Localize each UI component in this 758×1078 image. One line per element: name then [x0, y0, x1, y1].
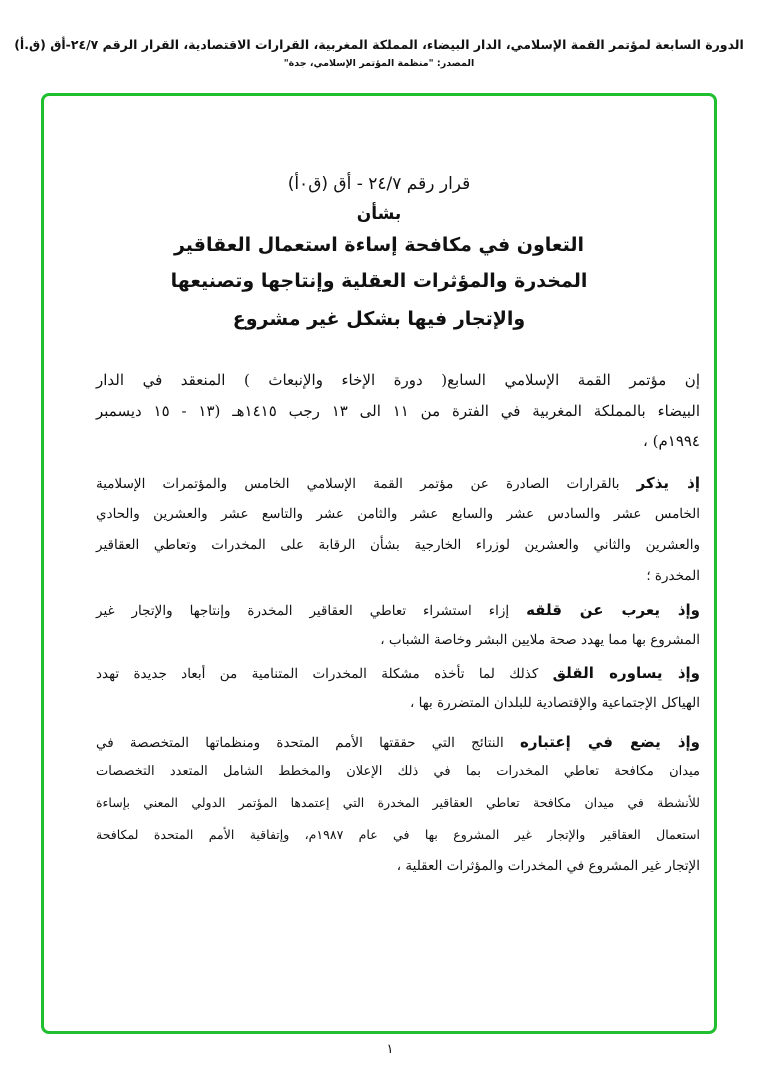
paragraph-line: للأنشطة في ميدان مكافحة تعاطي العقاقير المخدرة التي إعتمدها المؤتمر الدولي المعني بإساءة	[96, 795, 700, 810]
page-number: ١	[386, 1042, 394, 1057]
paragraph-lead: وإذ يساوره القلق	[552, 664, 700, 682]
paragraph-line: ١٩٩٤م) ،	[643, 432, 700, 450]
paragraph-line	[96, 601, 700, 619]
resolution-title-line: المخدرة والمؤثرات العقلية وإنتاجها وتصنيعها	[170, 270, 588, 292]
paragraph-lead: وإذ يعرب عن قلقه	[526, 601, 701, 619]
paragraph-text: كذلك لما تأخذه مشكلة المخدرات المتنامية من أبعاد جديدة تهدد	[96, 666, 539, 682]
paragraph-line: ميدان مكافحة تعاطي المخدرات بما في ذلك الإعلان والمخطط الشامل المتعدد التخصصات	[96, 764, 700, 779]
paragraph-lead: إذ يذكر	[636, 474, 700, 492]
resolution-number: قرار رقم ٢٤/٧ - أق (ق٠أ)	[287, 174, 471, 194]
resolution-title-line: والإتجار فيها بشكل غير مشروع	[232, 308, 526, 330]
paragraph-line: الهياكل الإجتماعية والإقتصادية للبلدان المتضررة بها ،	[410, 695, 700, 711]
paragraph-line	[96, 733, 700, 751]
document-source: المصدر: "منظمة المؤتمر الإسلامي، جدة"	[283, 58, 475, 69]
paragraph-line: الخامس عشر والسادس عشر والسابع عشر والثامن عشر والتاسع عشر والعشرين والحادي	[96, 506, 700, 522]
paragraph-text: بالقرارات الصادرة عن مؤتمر القمة الإسلامي الخامس والمؤتمرات الإسلامية	[96, 476, 620, 492]
paragraph-text: إزاء استشراء تعاطي العقاقير المخدرة وإنتاجها والإتجار غير	[96, 603, 510, 619]
paragraph-line: إن مؤتمر القمة الإسلامي السابع( دورة الإخاء والإنبعاث ) المنعقد في الدار	[96, 371, 700, 389]
paragraph-line	[96, 474, 700, 492]
paragraph-line: والعشرين والثاني والعشرين لوزراء الخارجية بشأن الرقابة على المخدرات وتعاطي العقاقير	[96, 537, 700, 553]
paragraph-line: البيضاء بالمملكة المغربية في الفترة من ١١ الى ١٣ رجب ١٤١٥هـ (١٣ - ١٥ ديسمبر	[96, 402, 700, 420]
paragraph-line: المشروع بها مما يهدد صحة ملايين البشر وخاصة الشباب ،	[380, 632, 700, 648]
paragraph-lead: وإذ يضع في إعتباره	[519, 733, 701, 751]
paragraph-line: الإتجار غير المشروع في المخدرات والمؤثرات العقلية ،	[396, 858, 700, 874]
paragraph-line	[96, 664, 700, 682]
paragraph-line: استعمال العقاقير والإتجار غير المشروع بها في عام ١٩٨٧م، وإتفاقية الأمم المتحدة لمكافحة	[96, 827, 700, 842]
paragraph-text: النتائج التي حققتها الأمم المتحدة ومنظماتها المتخصصة في	[96, 735, 504, 751]
document-header: الدورة السابعة لمؤتمر القمة الإسلامي، الدار البيضاء، المملكة المغربية، القرارات الاقتصادية، القرار الرقم ٢٤/٧-أق (ق.أ)	[14, 37, 744, 52]
resolution-title-line: التعاون في مكافحة إساءة استعمال العقاقير	[173, 234, 585, 256]
resolution-about: بشأن	[356, 204, 402, 224]
paragraph-line: المخدرة ؛	[646, 568, 700, 584]
